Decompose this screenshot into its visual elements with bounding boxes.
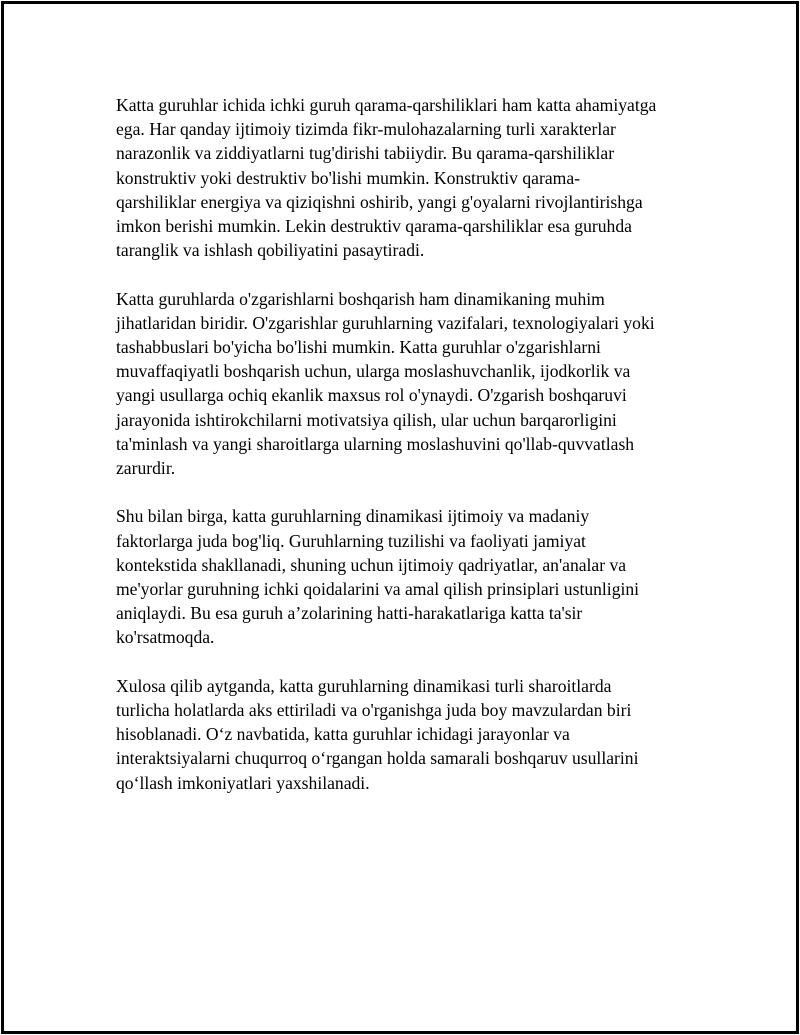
text-line: qo‘llash imkoniyatlari yaxshilanadi.: [116, 772, 370, 793]
text-line: qarshiliklar energiya va qiziqishni oshirib, yangi g'oyalarni rivojlantirishga: [116, 191, 643, 212]
text-line: Xulosa qilib aytganda, katta guruhlarning dinamikasi turli sharoitlarda: [116, 675, 612, 696]
paragraph-3: [116, 504, 696, 649]
paragraph-4: [116, 674, 696, 795]
text-line: me'yorlar guruhning ichki qoidalarini va amal qilish prinsiplari ustunligini: [116, 579, 640, 600]
text-line: muvaffaqiyatli boshqarish uchun, ularga moslashuvchanlik, ijodkorlik va: [116, 361, 631, 382]
text-line: tashabbuslari bo'yicha bo'lishi mumkin. Katta guruhlar o'zgarishlarni: [116, 337, 601, 358]
text-line: ta'minlash va yangi sharoitlarga ularning moslashuvini qo'llab-quvvatlash: [116, 433, 635, 454]
text-line: Katta guruhlarda o'zgarishlarni boshqarish ham dinamikaning muhim: [116, 288, 605, 309]
text-line: jarayonida ishtirokchilarni motivatsiya qilish, ular uchun barqarorligini: [116, 409, 617, 430]
text-line: imkon berishi mumkin. Lekin destruktiv qarama-qarshiliklar esa guruhda: [116, 216, 632, 237]
text-line: ko'rsatmoqda.: [116, 627, 215, 648]
text-line: kontekstida shakllanadi, shuning uchun ijtimoiy qadriyatlar, an'analar va: [116, 554, 627, 575]
text-line: narazonlik va ziddiyatlarni tug'dirishi tabiiydir. Bu qarama-qarshiliklar: [116, 143, 615, 164]
text-line: konstruktiv yoki destruktiv bo'lishi mumkin. Konstruktiv qarama-: [116, 167, 580, 188]
text-line: Katta guruhlar ichida ichki guruh qarama-qarshiliklari ham katta ahamiyatga: [116, 95, 657, 115]
text-line: Shu bilan birga, katta guruhlarning dinamikasi ijtimoiy va madaniy: [116, 506, 590, 527]
text-line: turlicha holatlarda aks ettiriladi va o'rganishga juda boy mavzulardan biri: [116, 700, 632, 721]
text-line: jihatlaridan biridir. O'zgarishlar guruhlarning vazifalari, texnologiyalari yoki: [116, 312, 655, 333]
paragraph-2: [116, 287, 696, 481]
text-line: taranglik va ishlash qobiliyatini pasaytiradi.: [116, 240, 425, 261]
paragraph-1: [116, 93, 696, 262]
text-line: ega. Har qanday ijtimoiy tizimda fikr-mulohazalarning turli xarakterlar: [116, 119, 616, 140]
text-line: zarurdir.: [116, 458, 176, 479]
text-line: hisoblanadi. O‘z navbatida, katta guruhlar ichidagi jarayonlar va: [116, 724, 570, 745]
text-line: aniqlaydi. Bu esa guruh a’zolarining hatti-harakatlariga katta ta'sir: [116, 603, 583, 624]
text-line: interaktsiyalarni chuqurroq o‘rgangan holda samarali boshqaruv usullarini: [116, 748, 639, 769]
document-body: [116, 93, 696, 819]
text-line: yangi usullarga ochiq ekanlik maxsus rol o'ynaydi. O'zgarish boshqaruvi: [116, 385, 627, 406]
text-line: faktorlarga juda bog'liq. Guruhlarning tuzilishi va faoliyati jamiyat: [116, 530, 586, 551]
